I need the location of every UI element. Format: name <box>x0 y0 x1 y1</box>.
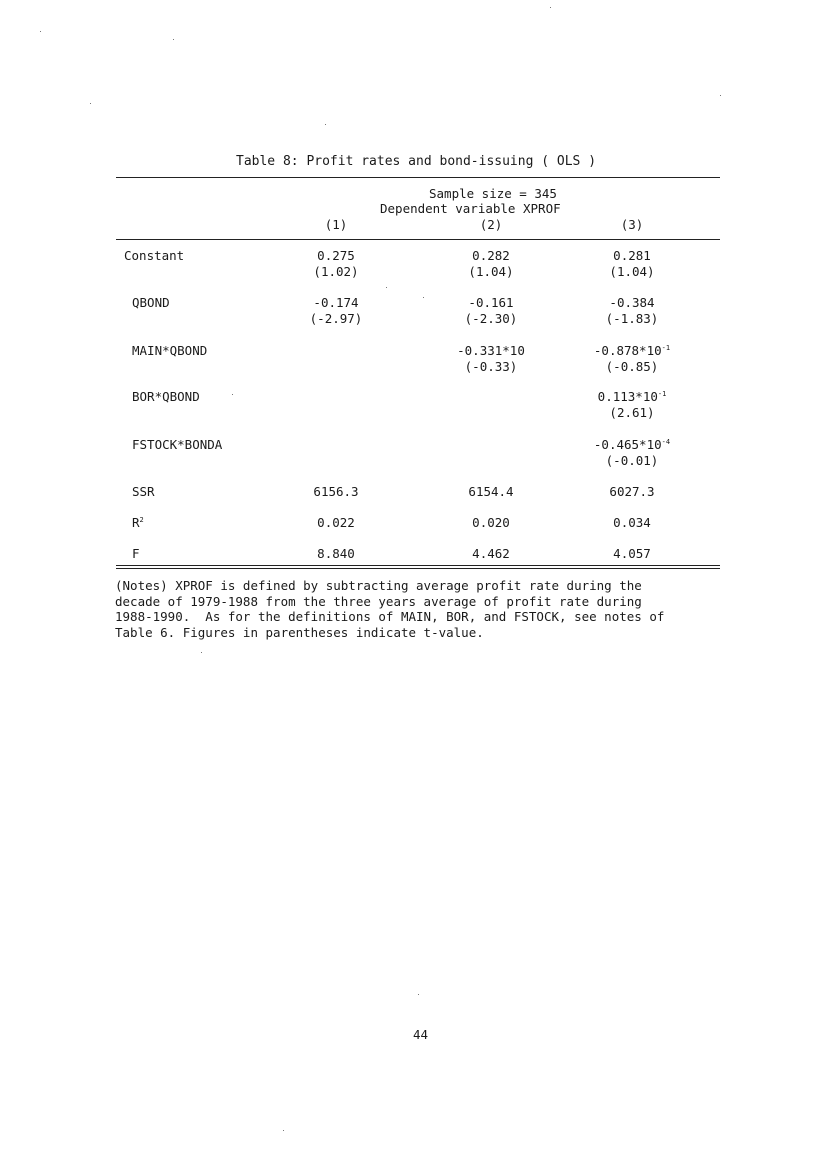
bottom-rule <box>116 565 720 566</box>
cell: 6027.3 <box>609 484 655 499</box>
notes-line: decade of 1979-1988 from the three years average of profit rate during <box>115 594 642 609</box>
cell-tvalue: (-2.97) <box>309 311 363 326</box>
scan-speck <box>232 394 233 395</box>
cell-tvalue: (-0.85) <box>605 359 659 374</box>
cell: -0.174 <box>313 295 359 310</box>
cell-exponent: -1 <box>661 344 671 352</box>
top-rule <box>116 177 720 178</box>
column-header-3: (3) <box>620 217 644 232</box>
header-rule <box>116 239 720 240</box>
cell: $-0.878*10^{-1}$ <box>593 343 671 358</box>
scan-speck <box>418 994 419 995</box>
cell-tvalue: (-2.30) <box>464 311 518 326</box>
r-squared-exponent: 2 <box>139 516 144 524</box>
column-header-1: (1) <box>324 217 348 232</box>
row-label-bor-qbond: BOR*QBOND <box>132 389 200 404</box>
dependent-variable-label: Dependent variable XPROF <box>380 201 561 216</box>
cell: $0.113*10^{-1}$ <box>597 389 667 404</box>
scan-speck <box>201 652 202 653</box>
notes-line: Table 6. Figures in parentheses indicate t-value. <box>115 625 484 640</box>
cell-tvalue: (-0.01) <box>605 453 659 468</box>
row-label-constant: Constant <box>124 248 185 263</box>
row-label-qbond: QBOND <box>132 295 170 310</box>
row-label-fstock-bonda: FSTOCK*BONDA <box>132 437 223 452</box>
cell: -0.161 <box>468 295 514 310</box>
cell-tvalue: (1.04) <box>609 264 655 279</box>
cell: 0.275 <box>317 248 355 263</box>
cell: 6154.4 <box>468 484 514 499</box>
cell: 0.022 <box>317 515 355 530</box>
cell: 0.282 <box>472 248 510 263</box>
bottom-rule-2 <box>116 568 720 569</box>
row-label-ssr: SSR <box>132 484 155 499</box>
row-label-f: F <box>132 546 140 561</box>
scan-speck <box>423 297 424 298</box>
table-title: Table 8: Profit rates and bond-issuing ( OLS ) <box>236 154 597 169</box>
cell-exponent: -4 <box>661 438 671 446</box>
cell-tvalue: (1.02) <box>313 264 359 279</box>
scan-speck <box>386 287 387 288</box>
scan-speck <box>40 31 41 32</box>
cell-tvalue: (1.04) <box>468 264 514 279</box>
scan-speck <box>173 39 174 40</box>
cell: $-0.465*10^{-4}$ <box>593 437 671 452</box>
cell: -0.384 <box>609 295 655 310</box>
scan-speck <box>283 1130 284 1131</box>
cell-exponent: -1 <box>657 390 667 398</box>
cell: 8.840 <box>317 546 355 561</box>
cell: -0.331*10 <box>457 343 525 358</box>
cell: 0.281 <box>613 248 651 263</box>
scan-speck <box>90 103 91 104</box>
sample-size-label: Sample size = 345 <box>429 186 557 201</box>
cell-tvalue: (-0.33) <box>464 359 518 374</box>
cell-tvalue: (2.61) <box>609 405 655 420</box>
row-label-r-squared: $R^2$ <box>132 515 144 530</box>
notes-line: (Notes) XPROF is defined by subtracting average profit rate during the <box>115 578 642 593</box>
cell-tvalue: (-1.83) <box>605 311 659 326</box>
page-number: 44 <box>413 1027 429 1042</box>
scan-speck <box>325 124 326 125</box>
row-label-main-qbond: MAIN*QBOND <box>132 343 208 358</box>
cell: 4.057 <box>613 546 651 561</box>
cell: 0.034 <box>613 515 651 530</box>
notes-line: 1988-1990. As for the definitions of MAIN, BOR, and FSTOCK, see notes of <box>115 609 665 624</box>
cell: 0.020 <box>472 515 510 530</box>
scan-speck <box>720 95 721 96</box>
cell: 6156.3 <box>313 484 359 499</box>
scan-speck <box>550 7 551 8</box>
column-header-2: (2) <box>479 217 503 232</box>
cell: 4.462 <box>472 546 510 561</box>
